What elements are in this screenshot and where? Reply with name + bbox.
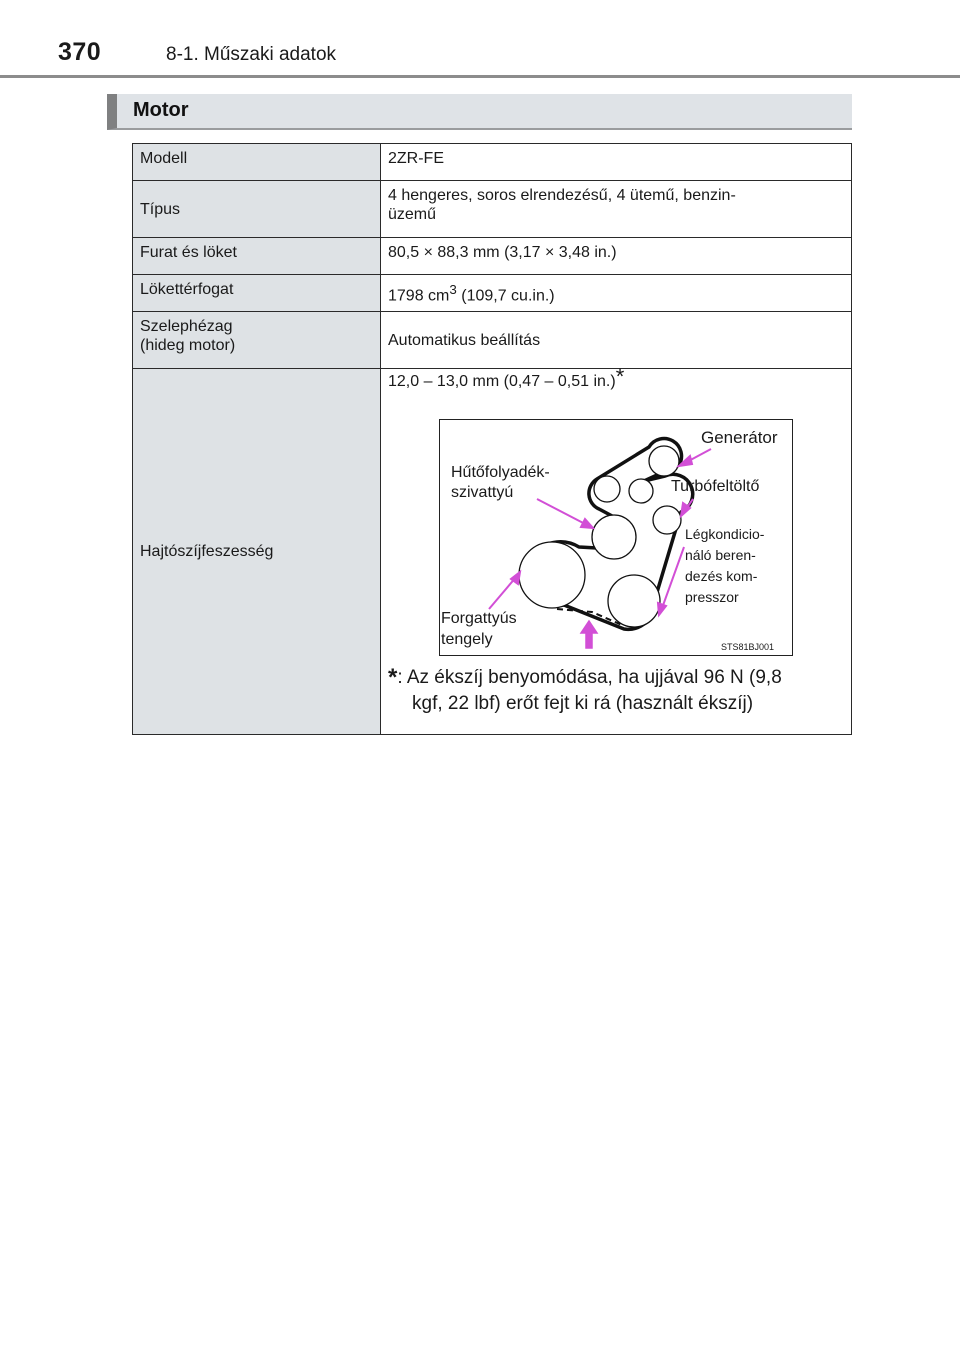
label-turbo: Turbófeltöltő bbox=[671, 478, 760, 495]
footnote bbox=[388, 665, 782, 717]
belt-diagram-cell bbox=[381, 364, 851, 734]
spec-table bbox=[132, 143, 852, 735]
table-row bbox=[133, 181, 852, 238]
table-row bbox=[133, 144, 852, 181]
displacement-rest: (109,7 cu.in.) bbox=[456, 287, 555, 305]
footnote-line-1: : Az ékszíj benyomódása, ha ujjával 96 N (9,8 bbox=[397, 667, 782, 688]
chapter-title: 8-1. Műszaki adatok bbox=[166, 44, 337, 65]
displacement-value: 1798 cm bbox=[388, 287, 450, 305]
crankshaft-pulley bbox=[519, 542, 585, 608]
generator-pulley bbox=[649, 446, 679, 476]
label-ac-3: dezés kom- bbox=[685, 568, 758, 584]
section-bar bbox=[107, 94, 852, 130]
row-label: Hajtószíjfeszesség bbox=[133, 369, 381, 735]
table-row bbox=[133, 312, 852, 369]
row-label: Modell bbox=[133, 144, 381, 181]
ac-compressor-pulley bbox=[608, 575, 660, 627]
page-number: 370 bbox=[58, 38, 102, 66]
row-label: Lökettérfogat bbox=[133, 275, 381, 312]
table-row bbox=[133, 275, 852, 312]
turbo-pulley bbox=[629, 479, 653, 503]
row-label: Típus bbox=[133, 181, 381, 238]
footnote-mark: * bbox=[388, 664, 398, 691]
belt-tension-value: 12,0 – 13,0 mm (0,47 – 0,51 in.)* bbox=[388, 364, 625, 390]
table-row bbox=[133, 238, 852, 275]
section-title: Motor bbox=[133, 99, 189, 121]
label-pump-1: Hűtőfolyadék- bbox=[451, 464, 550, 481]
label-code: STS81BJ001 bbox=[721, 642, 775, 652]
pump-pulley-small bbox=[594, 476, 620, 502]
superscript: 3 bbox=[449, 282, 457, 297]
table-row bbox=[133, 369, 852, 735]
label-ac-4: presszor bbox=[685, 589, 739, 605]
label-generator: Generátor bbox=[701, 428, 778, 447]
row-value: 80,5 × 88,3 mm (3,17 × 3,48 in.) bbox=[381, 238, 852, 275]
label-crank-1: Forgattyús bbox=[441, 610, 517, 627]
row-label: Furat és löket bbox=[133, 238, 381, 275]
row-value: 2ZR-FE bbox=[381, 144, 852, 181]
row-value: 4 hengeres, soros elrendezésű, 4 ütemű, benzin- üzemű bbox=[381, 181, 852, 238]
row-value bbox=[381, 275, 852, 312]
footnote-line-2: kgf, 22 lbf) erőt fejt ki rá (használt ékszíj) bbox=[412, 693, 754, 714]
label-pump-2: szivattyú bbox=[451, 484, 514, 501]
label-ac-2: náló beren- bbox=[685, 547, 756, 563]
row-label: Szelephézag (hideg motor) bbox=[133, 312, 381, 369]
row-value: Automatikus beállítás bbox=[381, 312, 852, 369]
label-ac-1: Légkondicio- bbox=[685, 526, 765, 542]
asterisk-mark: * bbox=[615, 364, 625, 389]
label-crank-2: tengely bbox=[441, 631, 493, 648]
header-rule bbox=[0, 75, 960, 78]
row-value bbox=[381, 364, 852, 735]
water-pump-pulley bbox=[592, 515, 636, 559]
belt-diagram bbox=[439, 419, 793, 656]
idler-pulley bbox=[653, 506, 681, 534]
